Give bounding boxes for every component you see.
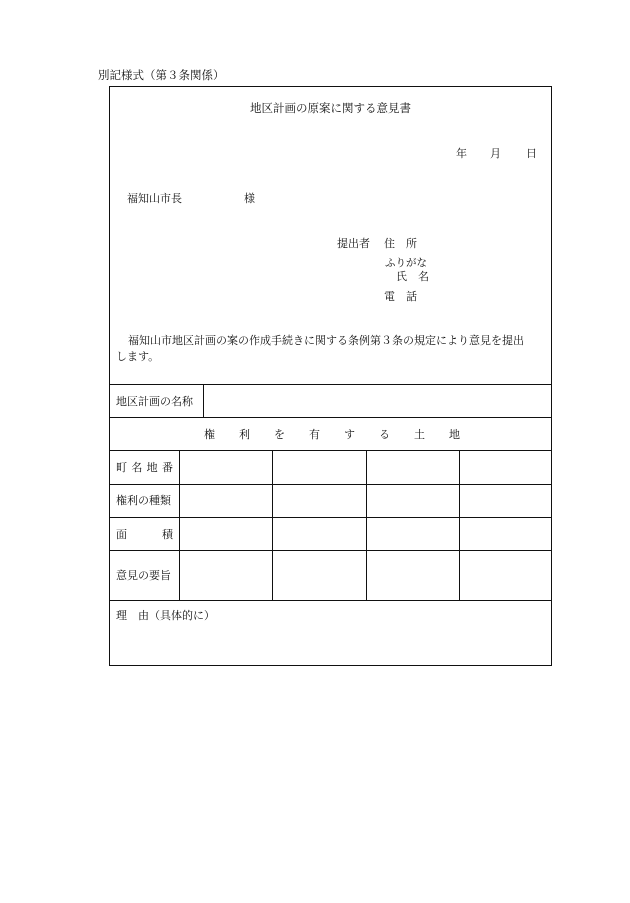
label-char: 面 [116, 528, 127, 541]
submitter-address-label: 住 所 [384, 237, 417, 250]
row-label-right-type: 権利の種類 [116, 494, 171, 507]
label-char: す [344, 428, 355, 441]
submitter-name-label: 氏 名 [396, 270, 429, 283]
table-rule [109, 384, 552, 385]
submitter-phone-label: 電 話 [384, 290, 417, 303]
label-char: 町 [116, 461, 127, 474]
table-rule [109, 417, 552, 418]
table-rule [272, 450, 273, 600]
table-rule [203, 384, 204, 417]
date-year: 年 [456, 147, 467, 160]
table-rule [366, 450, 367, 600]
reason-label: 理 由（具体的に） [116, 609, 215, 622]
table-rule [109, 450, 552, 451]
label-char: 有 [309, 428, 320, 441]
row-label-opinion: 意見の要旨 [116, 569, 171, 582]
label-char: を [274, 428, 285, 441]
table-rule [179, 450, 180, 600]
table-rule [109, 550, 552, 551]
addressee-name: 福知山市長 [127, 192, 182, 205]
row-label-area [116, 529, 173, 540]
plan-name-label: 地区計画の名称 [116, 395, 193, 408]
label-char: 番 [161, 461, 173, 474]
label-char: 権 [204, 428, 215, 441]
date-day: 日 [526, 147, 537, 160]
label-char: 利 [239, 428, 250, 441]
label-char: 地 [449, 428, 460, 441]
label-char: 名 [131, 461, 143, 474]
label-char: る [379, 428, 390, 441]
label-char: 地 [146, 461, 158, 474]
table-rule [109, 517, 552, 518]
statement-line-1: 福知山市地区計画の案の作成手続きに関する条例第３条の規定により意見を提出 [128, 334, 524, 347]
opinion-form-frame [109, 86, 552, 666]
row-label-address [116, 462, 173, 473]
rights-header [204, 429, 460, 440]
statement-line-2: します。 [116, 350, 160, 363]
table-rule [109, 600, 552, 601]
form-label: 別記様式（第３条関係） [98, 68, 225, 82]
date-month: 月 [490, 147, 501, 160]
addressee-honorific: 様 [244, 192, 255, 205]
form-title: 地区計画の原案に関する意見書 [250, 101, 411, 115]
label-char: 積 [162, 528, 173, 541]
label-char: 土 [414, 428, 425, 441]
submitter-label: 提出者 [337, 237, 370, 250]
table-rule [459, 450, 460, 600]
submitter-furigana-label: ふりがな [385, 257, 427, 269]
table-rule [109, 484, 552, 485]
